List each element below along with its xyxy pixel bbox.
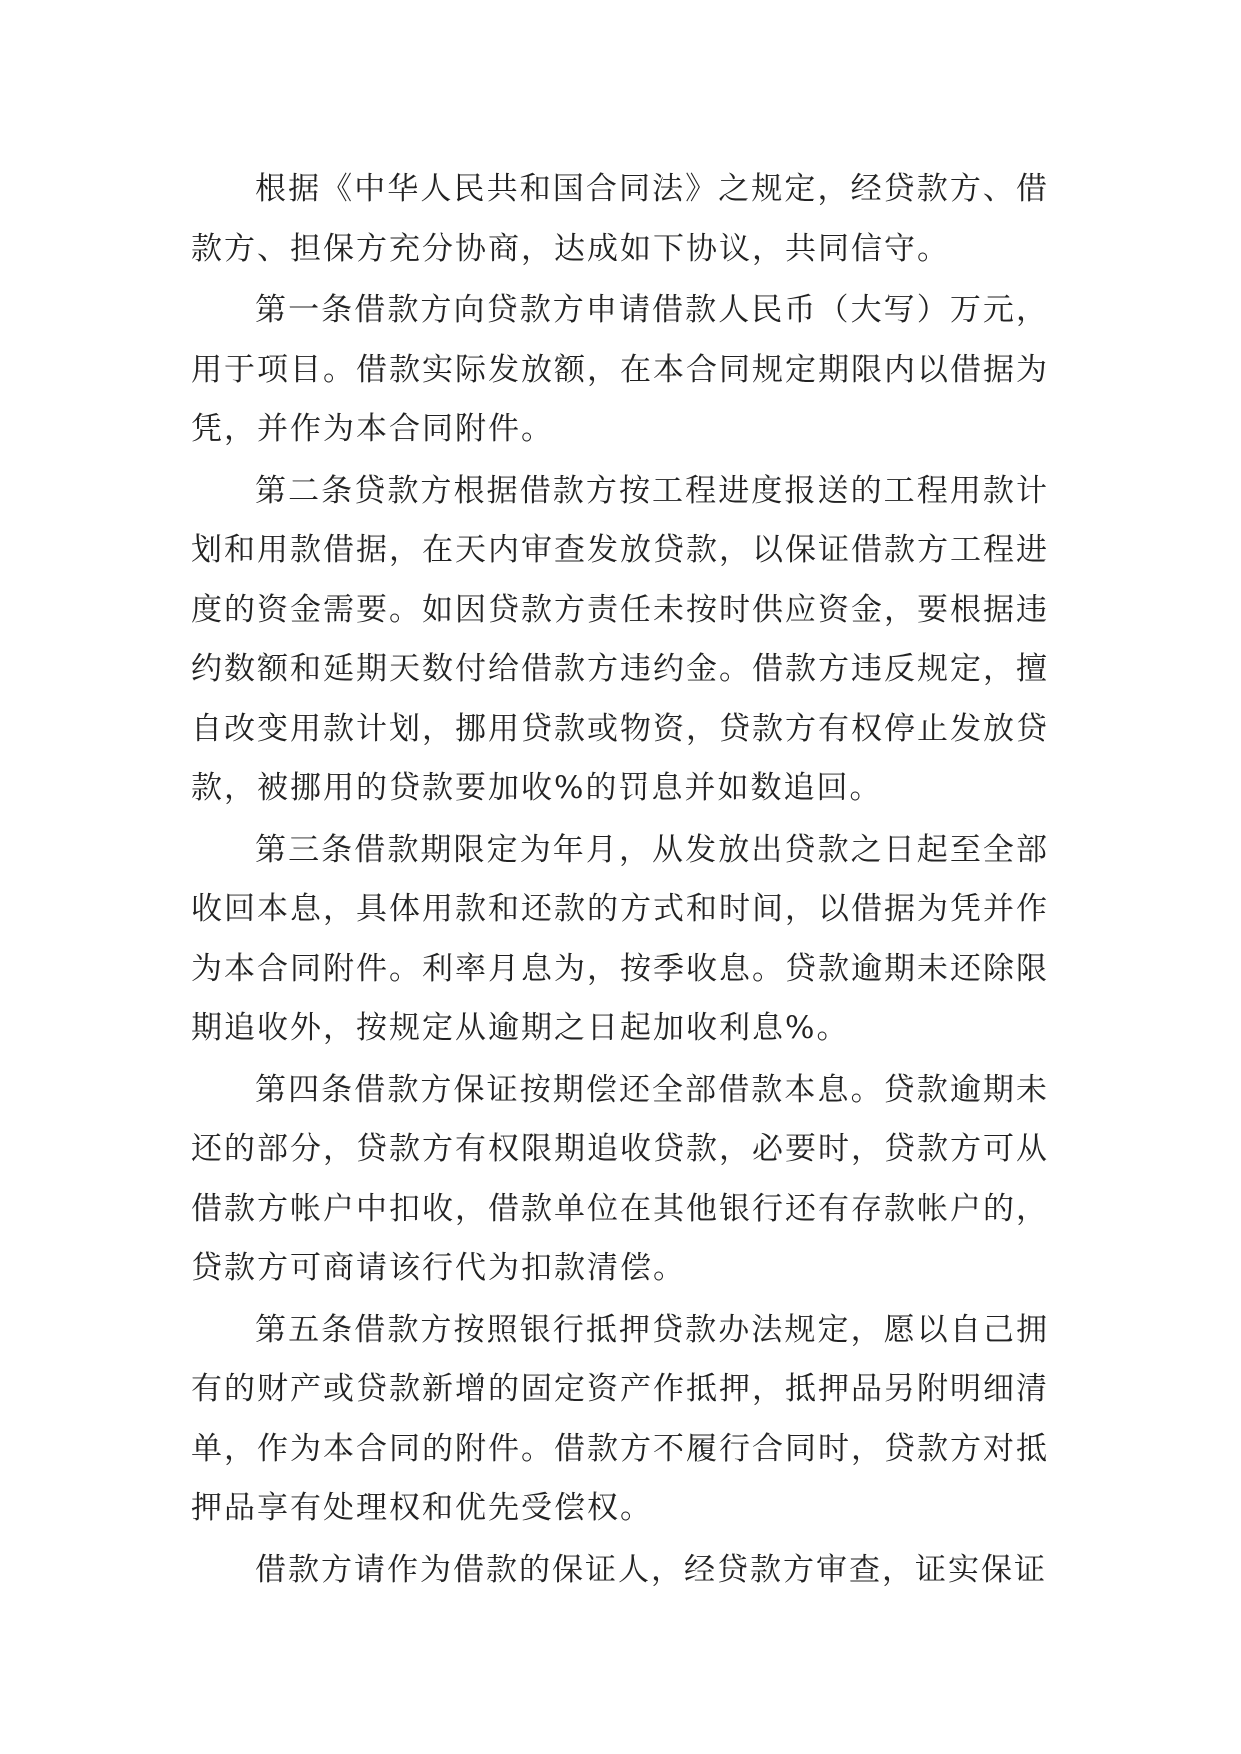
paragraph-guarantor: 借款方请作为借款的保证人，经贷款方审查，证实保证 [255,1551,1047,1588]
paragraph-article-1: 第一条借款方向贷款方申请借款人民币（大写）万元，用于项目。借款实际发放额，在本合同规定期限内以借据为凭，并作为本合同附件。 [191,292,1049,447]
document-body [191,160,1049,1600]
paragraph-article-2: 第二条贷款方根据借款方按工程进度报送的工程用款计划和用款借据，在天内审查发放贷款，以保证借款方工程进度的资金需要。如因贷款方责任未按时供应资金，要根据违约数额和延期天数付给借款方违约金。借款方违反规定，擅自改变用款计划，挪用贷款或物资，贷款方有权停止发放贷款，被挪用的贷款要加收%的罚息并如数追回。 [191,472,1049,806]
paragraph-article-3: 第三条借款期限定为年月，从发放出贷款之日起至全部收回本息，具体用款和还款的方式和时间，以借据为凭并作为本合同附件。利率月息为，按季收息。贷款逾期未还除限期追收外，按规定从逾期之日起加收利息%。 [191,831,1049,1046]
paragraph-preamble: 根据《中华人民共和国合同法》之规定，经贷款方、借款方、担保方充分协商，达成如下协议，共同信守。 [191,171,1049,267]
paragraph-article-5: 第五条借款方按照银行抵押贷款办法规定，愿以自己拥有的财产或贷款新增的固定资产作抵押，抵押品另附明细清单，作为本合同的附件。借款方不履行合同时，贷款方对抵押品享有处理权和优先受偿权。 [191,1311,1049,1526]
paragraph-article-4: 第四条借款方保证按期偿还全部借款本息。贷款逾期未还的部分，贷款方有权限期追收贷款，必要时，贷款方可从借款方帐户中扣收，借款单位在其他银行还有存款帐户的，贷款方可商请该行代为扣款清偿。 [191,1071,1049,1286]
